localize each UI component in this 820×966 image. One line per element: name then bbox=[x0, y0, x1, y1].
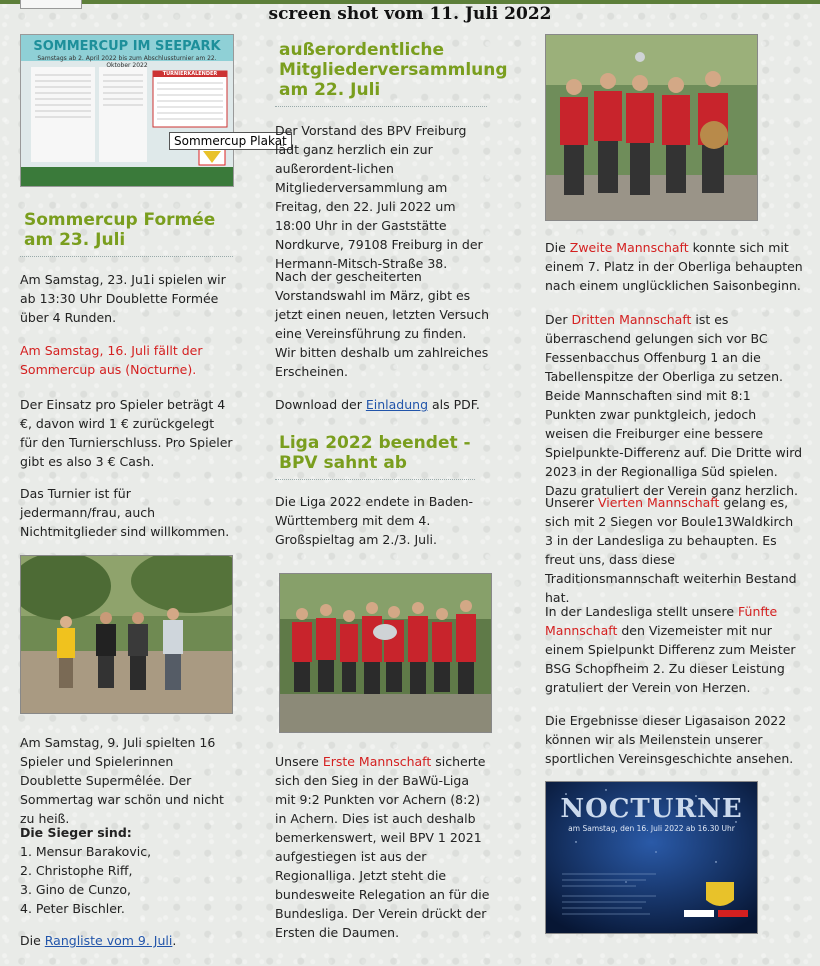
fifth-team-text bbox=[545, 602, 803, 697]
download-prefix: Download der bbox=[275, 397, 366, 412]
season-summary-text: Die Ergebnisse dieser Ligasaison 2022 können wir als Meilenstein unserer sportlichen Vereinsgeschichte ansehen. bbox=[545, 713, 794, 766]
poster-calendar-label: TURNIERKALENDER bbox=[162, 71, 218, 77]
winner-item: 2. Christophe Riff, bbox=[20, 863, 133, 878]
winner-item: 4. Peter Bischler. bbox=[20, 901, 125, 916]
ranking-suffix: . bbox=[172, 933, 177, 948]
image-tooltip: Sommercup Plakat bbox=[169, 132, 292, 150]
download-suffix: als PDF. bbox=[428, 397, 480, 412]
winners-list bbox=[20, 842, 233, 918]
winners-heading: Die Sieger sind: bbox=[20, 825, 132, 840]
ranking-link[interactable]: Rangliste vom 9. Juli bbox=[44, 933, 173, 948]
first-team-text bbox=[275, 752, 490, 942]
assembly-heading: außerordentliche Mitgliederversammlung am 22. Juli bbox=[275, 40, 487, 107]
third-team-post: ist es überraschend gelungen sich vor BC Fessenbacchus Offenburg 1 an die Tabellenspitze der Oberliga zu setzen. Beide Mannschaften sind mit 8:1 Punkten zwar punktgleich, jedoch weisen die Freiburger eine bessere Spielpunkte-Differenz auf. Die Dritte wird 2023 in der Regionalliga Süd spielen. Dazu gratuliert der Verein ganz herzlich. bbox=[545, 312, 803, 498]
winner-item: 1. Mensur Barakovic, bbox=[20, 844, 152, 859]
second-team-photo[interactable] bbox=[545, 34, 758, 221]
nocturne-date: am Samstag, den 16. Juli 2022 ab 16.30 Uhr bbox=[568, 824, 735, 833]
first-team-pre: Unsere bbox=[275, 754, 323, 769]
nocturne-poster-image[interactable] bbox=[545, 781, 758, 934]
sommercup-heading: Sommercup Formée am 23. Juli bbox=[20, 210, 233, 257]
second-team-text bbox=[545, 238, 803, 295]
sommercup-poster-image[interactable] bbox=[20, 34, 234, 187]
invitation-link[interactable]: Einladung bbox=[365, 397, 428, 412]
liga-heading: Liga 2022 beendet - BPV sahnt ab bbox=[275, 433, 475, 480]
page-title: screen shot vom 11. Juli 2022 bbox=[268, 4, 552, 24]
sommercup-cancel-notice: Am Samstag, 16. Juli fällt der Sommercup aus (Nocturne). bbox=[20, 343, 203, 377]
fourth-team-pre: Unserer bbox=[545, 495, 598, 510]
third-team-pre: Der bbox=[545, 312, 572, 327]
second-team-label: Zweite Mannschaft bbox=[569, 240, 689, 255]
sommercup-fee-text: Der Einsatz pro Spieler beträgt 4 €, davon wird 1 € zurückgelegt für den Turnierschluss. Pro Spieler gibt es also 3 € Cash. bbox=[20, 397, 233, 469]
nocturne-title: NOCTURNE bbox=[560, 794, 743, 824]
fifth-team-post: den Vizemeister mit nur einem Spielpunkt Differenz zum Meister BSG Schopfheim 2. Zu dieser Leistung gratuliert der Verein von Herzen. bbox=[545, 623, 796, 695]
fourth-team-post: gelang es, sich mit 2 Siegen vor Boule13Waldkirch 3 in der Landesliga zu behaupten. Es freut uns, dass diese Traditionsmannschaft weiterhin Bestand hat. bbox=[545, 495, 797, 605]
ranking-prefix: Die bbox=[20, 933, 45, 948]
sommercup-open-text: Das Turnier ist für jedermann/frau, auch Nichtmitglieder sind willkommen. bbox=[20, 486, 230, 539]
first-team-label: Erste Mannschaft bbox=[322, 754, 432, 769]
third-team-text bbox=[545, 310, 803, 500]
first-team-post: sicherte sich den Sieg in der BaWü-Liga mit 9:2 Punkten vor Achern (8:2) in Achern. Dies ist auch deshalb bemerkenswert, weil BPV 1 2021 aufgestiegen ist aus der Regionalliga. Jetzt steht die bundesweite Relegation an für die Bundesliga. Der Verein drückt der Ersten die Daumen. bbox=[275, 754, 490, 940]
download-line bbox=[275, 395, 490, 414]
fifth-team-pre: In der Landesliga stellt unsere bbox=[545, 604, 739, 619]
winners-photo[interactable] bbox=[20, 555, 233, 714]
second-team-pre: Die bbox=[545, 240, 570, 255]
winner-item: 3. Gino de Cunzo, bbox=[20, 882, 131, 897]
liga-text: Die Liga 2022 endete in Baden-Württemberg mit dem 4. Großspieltag am 2./3. Juli. bbox=[275, 494, 474, 547]
ranking-line bbox=[20, 931, 233, 950]
fourth-team-text bbox=[545, 493, 803, 607]
poster-subtitle: Samstags ab 2. April 2022 bis zum Abschlussturnier am 22. Oktober 2022 bbox=[37, 55, 217, 69]
first-team-photo-graphic bbox=[280, 574, 491, 732]
assembly-reason-text: Nach der gescheiterten Vorstandswahl im März, gibt es jetzt einen neuen, letzten Versuch eine Vereinsführung zu finden. Wir bitten deshalb um zahlreiches Erscheinen. bbox=[275, 269, 490, 379]
fifth-team-label: Fünfte Mannschaft bbox=[545, 604, 778, 638]
second-team-post: konnte sich mit einem 7. Platz in der Oberliga behaupten nach einem unglücklichen Saisonbeginn. bbox=[545, 240, 803, 293]
third-team-label: Dritten Mannschaft bbox=[571, 312, 692, 327]
first-team-photo[interactable] bbox=[279, 573, 492, 733]
supermelee-text: Am Samstag, 9. Juli spielten 16 Spieler und Spielerinnen Doublette Supermêlée. Der Sommertag war schön und nicht zu heiß. bbox=[20, 735, 224, 826]
fourth-team-label: Vierten Mannschaft bbox=[597, 495, 720, 510]
poster-title: SOMMERCUP IM SEEPARK bbox=[33, 39, 221, 54]
assembly-text: Der Vorstand des BPV Freiburg lädt ganz herzlich ein zur außerordent-lichen Mitgliederversammlung am Freitag, den 22. Juli 2022 um 18:00 Uhr in der Gaststätte Nordkurve, 79108 Freiburg in der Hermann-Mitsch-Straße 38. bbox=[275, 123, 483, 271]
winners-photo-graphic bbox=[21, 556, 232, 713]
sommercup-text-1: Am Samstag, 23. Ju1i spielen wir ab 13:30 Uhr Doublette Formée über 4 Runden. bbox=[20, 272, 226, 325]
second-team-photo-graphic bbox=[546, 35, 757, 220]
